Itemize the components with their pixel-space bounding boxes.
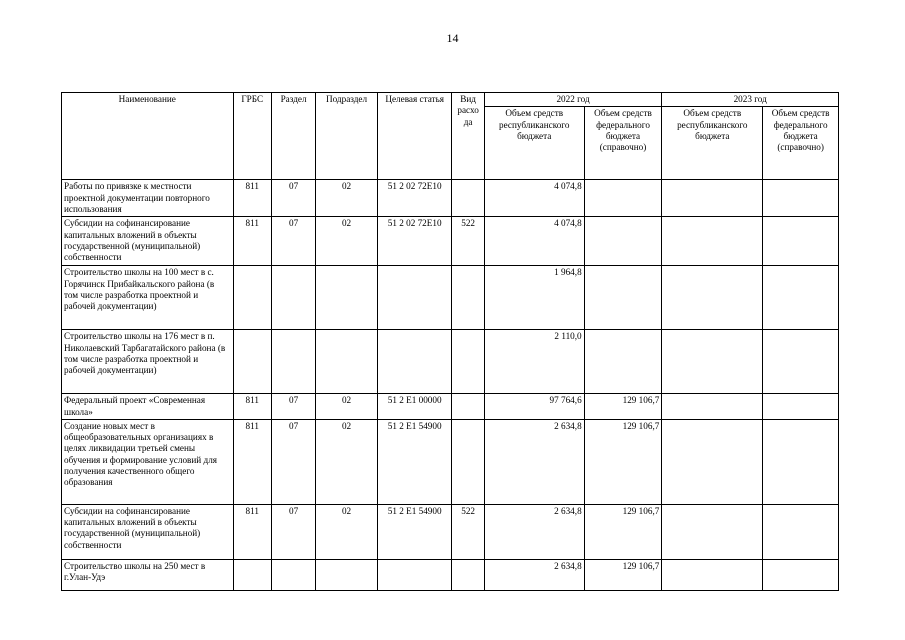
row-name: Строительство школы на 176 мест в п. Николаевский Тарбагатайского района (в том числе разработка проектной и рабочей документации) bbox=[62, 330, 234, 394]
row-grbs: 811 bbox=[233, 394, 271, 420]
page-number: 14 bbox=[446, 31, 459, 45]
header-fed-budget-2022: Объем средств федерального бюджета (справочно) bbox=[584, 107, 662, 180]
row-grbs: 811 bbox=[233, 419, 271, 504]
header-row-1 bbox=[62, 93, 839, 107]
row-grbs bbox=[233, 559, 271, 590]
row-subsection: 02 bbox=[316, 180, 378, 217]
row-rep-2023 bbox=[662, 180, 763, 217]
row-subsection: 02 bbox=[316, 504, 378, 559]
row-expense-type bbox=[452, 419, 484, 504]
table-row bbox=[62, 504, 839, 559]
row-rep-2022: 2 634,8 bbox=[484, 504, 584, 559]
row-section: 07 bbox=[271, 217, 315, 266]
table-row bbox=[62, 419, 839, 504]
row-fed-2023 bbox=[763, 266, 839, 330]
row-target: 51 2 Е1 54900 bbox=[377, 419, 452, 504]
header-target: Целевая статья bbox=[377, 93, 452, 180]
row-rep-2022: 1 964,8 bbox=[484, 266, 584, 330]
row-target bbox=[377, 330, 452, 394]
row-target bbox=[377, 559, 452, 590]
row-fed-2022 bbox=[584, 330, 662, 394]
row-subsection: 02 bbox=[316, 394, 378, 420]
row-name: Строительство школы на 250 мест в г.Улан-Удэ bbox=[62, 559, 234, 590]
row-rep-2023 bbox=[662, 504, 763, 559]
table-row bbox=[62, 180, 839, 217]
header-rep-budget-2023: Объем средств республиканского бюджета bbox=[662, 107, 763, 180]
row-section: 07 bbox=[271, 419, 315, 504]
row-fed-2023 bbox=[763, 419, 839, 504]
row-fed-2023 bbox=[763, 394, 839, 420]
header-name: Наименование bbox=[62, 93, 234, 180]
row-target: 51 2 Е1 54900 bbox=[377, 504, 452, 559]
row-expense-type bbox=[452, 394, 484, 420]
row-fed-2023 bbox=[763, 217, 839, 266]
row-target: 51 2 Е1 00000 bbox=[377, 394, 452, 420]
row-fed-2022 bbox=[584, 180, 662, 217]
table-row bbox=[62, 266, 839, 330]
row-subsection bbox=[316, 330, 378, 394]
row-section bbox=[271, 330, 315, 394]
row-section: 07 bbox=[271, 180, 315, 217]
row-fed-2023 bbox=[763, 330, 839, 394]
row-fed-2022 bbox=[584, 266, 662, 330]
row-name: Строительство школы на 100 мест в с. Горячинск Прибайкальского района (в том числе разработка проектной и рабочей документации) bbox=[62, 266, 234, 330]
row-fed-2022: 129 106,7 bbox=[584, 559, 662, 590]
row-subsection: 02 bbox=[316, 217, 378, 266]
header-rep-budget-2022: Объем средств республиканского бюджета bbox=[484, 107, 584, 180]
row-fed-2022: 129 106,7 bbox=[584, 504, 662, 559]
row-grbs: 811 bbox=[233, 180, 271, 217]
row-fed-2022: 129 106,7 bbox=[584, 394, 662, 420]
row-section bbox=[271, 266, 315, 330]
row-subsection: 02 bbox=[316, 419, 378, 504]
row-grbs bbox=[233, 330, 271, 394]
row-grbs: 811 bbox=[233, 504, 271, 559]
row-expense-type bbox=[452, 180, 484, 217]
row-rep-2023 bbox=[662, 559, 763, 590]
row-fed-2023 bbox=[763, 180, 839, 217]
row-target bbox=[377, 266, 452, 330]
row-section bbox=[271, 559, 315, 590]
row-subsection bbox=[316, 266, 378, 330]
header-expense-type: Вид расхо да bbox=[452, 93, 484, 180]
row-name: Создание новых мест в общеобразовательных организациях в целях ликвидации третьей смены обучения и формирование условий для получения качественного общего образования bbox=[62, 419, 234, 504]
row-expense-type bbox=[452, 266, 484, 330]
row-grbs bbox=[233, 266, 271, 330]
header-year-2022: 2022 год bbox=[484, 93, 662, 107]
table-row bbox=[62, 330, 839, 394]
row-rep-2022: 2 634,8 bbox=[484, 419, 584, 504]
row-fed-2023 bbox=[763, 504, 839, 559]
row-rep-2022: 2 110,0 bbox=[484, 330, 584, 394]
header-section: Раздел bbox=[271, 93, 315, 180]
row-name: Федеральный проект «Современная школа» bbox=[62, 394, 234, 420]
row-rep-2022: 97 764,6 bbox=[484, 394, 584, 420]
row-name: Работы по привязке к местности проектной документации повторного использования bbox=[62, 180, 234, 217]
row-expense-type bbox=[452, 330, 484, 394]
table-row bbox=[62, 217, 839, 266]
row-target: 51 2 02 72Е10 bbox=[377, 180, 452, 217]
row-grbs: 811 bbox=[233, 217, 271, 266]
header-fed-budget-2023: Объем средств федерального бюджета (справочно) bbox=[763, 107, 839, 180]
row-name: Субсидии на софинансирование капитальных вложений в объекты государственной (муниципальной) собственности bbox=[62, 217, 234, 266]
row-rep-2022: 4 074,8 bbox=[484, 217, 584, 266]
row-rep-2023 bbox=[662, 217, 763, 266]
header-grbs: ГРБС bbox=[233, 93, 271, 180]
row-expense-type: 522 bbox=[452, 504, 484, 559]
row-rep-2023 bbox=[662, 419, 763, 504]
row-expense-type bbox=[452, 559, 484, 590]
table-row bbox=[62, 394, 839, 420]
row-rep-2023 bbox=[662, 330, 763, 394]
row-expense-type: 522 bbox=[452, 217, 484, 266]
row-section: 07 bbox=[271, 394, 315, 420]
row-section: 07 bbox=[271, 504, 315, 559]
row-rep-2022: 2 634,8 bbox=[484, 559, 584, 590]
table-body bbox=[62, 180, 839, 591]
row-rep-2022: 4 074,8 bbox=[484, 180, 584, 217]
table-row bbox=[62, 559, 839, 590]
row-fed-2022: 129 106,7 bbox=[584, 419, 662, 504]
header-subsection: Подраздел bbox=[316, 93, 378, 180]
row-fed-2022 bbox=[584, 217, 662, 266]
row-rep-2023 bbox=[662, 266, 763, 330]
row-subsection bbox=[316, 559, 378, 590]
row-rep-2023 bbox=[662, 394, 763, 420]
header-year-2023: 2023 год bbox=[662, 93, 839, 107]
budget-table bbox=[61, 92, 839, 591]
row-name: Субсидии на софинансирование капитальных вложений в объекты государственной (муниципальной) собственности bbox=[62, 504, 234, 559]
row-fed-2023 bbox=[763, 559, 839, 590]
row-target: 51 2 02 72Е10 bbox=[377, 217, 452, 266]
